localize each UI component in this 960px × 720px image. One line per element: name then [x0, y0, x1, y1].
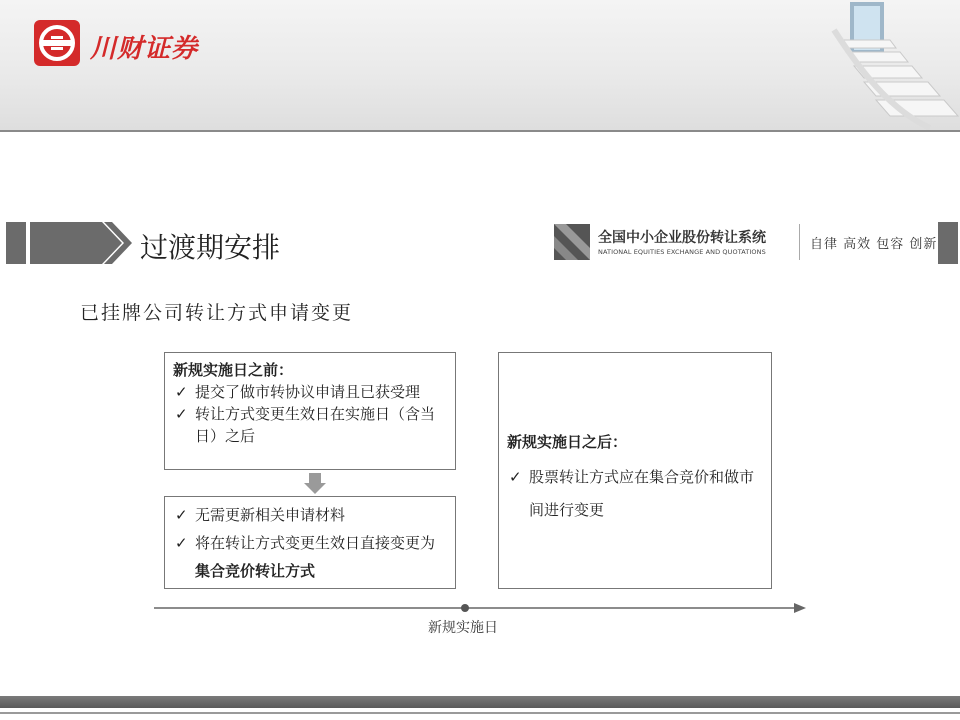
before-box-heading: 新规实施日之前： — [173, 361, 294, 379]
check-icon: ✓ — [175, 383, 188, 401]
list-item-text: 转让方式变更生效日在实施日（含当日）之后 — [195, 405, 436, 445]
brand-name: 川财证券 — [90, 34, 199, 64]
result-box — [164, 496, 456, 589]
org-slogan: 自律 高效 包容 创新 — [810, 237, 938, 252]
timeline-marker — [461, 604, 469, 612]
footer-line — [0, 712, 960, 714]
list-item-emphasis: 集合竞价转让方式 — [195, 562, 316, 580]
list-item-text: 无需更新相关申请材料 — [195, 506, 346, 524]
check-icon: ✓ — [175, 534, 188, 552]
list-item-text: 提交了做市转协议申请且已获受理 — [195, 383, 421, 401]
divider — [799, 224, 800, 260]
check-icon: ✓ — [175, 405, 188, 423]
footer-bar — [0, 696, 960, 708]
list-item — [173, 403, 447, 447]
chevron-right-icon — [30, 218, 136, 268]
slide-title: 过渡期安排 — [140, 231, 281, 264]
title-bar-accent-right — [938, 222, 958, 264]
timeline-label: 新规实施日 — [428, 620, 498, 636]
before-implementation-box — [164, 352, 456, 470]
after-implementation-box — [498, 352, 772, 589]
staircase-decoration-icon — [820, 0, 960, 130]
list-item — [507, 461, 763, 527]
section-subheading: 已挂牌公司转让方式申请变更 — [80, 302, 354, 324]
title-bar-accent — [6, 222, 26, 264]
list-item-text: 将在转让方式变更生效日直接变更为 — [195, 534, 436, 552]
list-item-text: 股票转让方式应在集合竞价和做市间进行变更 — [529, 468, 755, 519]
list-item — [173, 381, 447, 403]
org-name-en: NATIONAL EQUITIES EXCHANGE AND QUOTATIONS — [598, 248, 766, 256]
top-banner — [0, 0, 960, 132]
title-bar — [0, 218, 960, 268]
check-icon: ✓ — [509, 468, 522, 486]
cai-logo-icon — [34, 20, 80, 66]
org-name-cn: 全国中小企业股份转让系统 — [598, 230, 766, 246]
list-item — [173, 529, 447, 585]
list-item — [173, 501, 447, 529]
after-box-heading: 新规实施日之后： — [507, 433, 628, 451]
check-icon: ✓ — [175, 506, 188, 524]
arrow-down-icon — [304, 473, 326, 495]
neeq-logo-icon — [552, 222, 592, 262]
